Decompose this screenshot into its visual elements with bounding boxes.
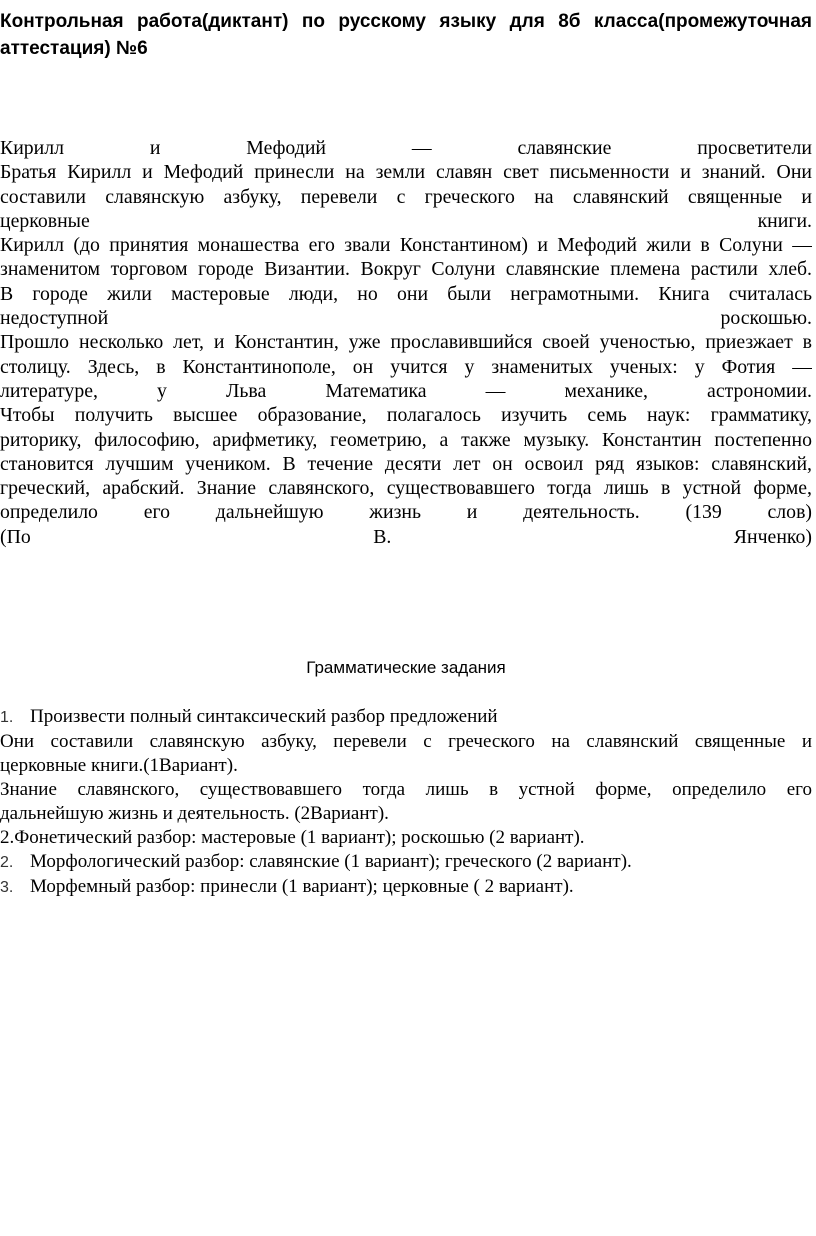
dictation-line: Чтобы получить высшее образование, полагалось изучить семь наук: грамматику, — [0, 404, 812, 427]
dictation-line: риторику, философию, арифметику, геометрию, а также музыку. Константин постепенно — [0, 428, 812, 451]
dictation-line: Кирилл и Мефодий — славянские просветители — [0, 137, 812, 159]
title-line: аттестация) №6 — [0, 38, 148, 59]
dictation-text — [0, 136, 812, 549]
task-sentence-line: Они составили славянскую азбуку, перевели с греческого на славянский священные и — [0, 731, 812, 753]
dictation-line: литературе, у Льва Математика — механике, астрономии. — [0, 379, 812, 402]
task-sentence-line: дальнейшую жизнь и деятельность. (2Вариант). — [0, 803, 389, 825]
title-line: Контрольная работа(диктант) по русскому языку для 8б класса(промежуточная — [0, 11, 812, 32]
dictation-line: Прошло несколько лет, и Константин, уже прославившийся своей ученостью, приезжает в — [0, 331, 812, 354]
dictation-line: Братья Кирилл и Мефодий принесли на земли славян свет письменности и знаний. Они — [0, 161, 812, 184]
author-attribution: (По В. Янченко) — [0, 525, 812, 548]
dictation-line: Кирилл (до принятия монашества его звали Константином) и Мефодий жили в Солуни — — [0, 234, 812, 257]
task-sentence-line: Знание славянского, существовавшего тогда лишь в устной форме, определило его — [0, 779, 812, 801]
task-text: Морфемный разбор: принесли (1 вариант); церковные ( 2 вариант). — [30, 876, 574, 898]
dictation-line: знаменитом торговом городе Византии. Вокруг Солуни славянские племена растили хлеб. — [0, 258, 812, 281]
task-item — [0, 850, 812, 875]
task-text: Морфологический разбор: славянские (1 вариант); греческого (2 вариант). — [30, 851, 632, 873]
task-item — [0, 705, 812, 730]
task-number: 1. — [0, 709, 14, 727]
dictation-line: столицу. Здесь, в Константинополе, он учится у знаменитых ученых: у Фотия — — [0, 355, 812, 378]
dictation-line: составили славянскую азбуку, перевели с греческого на славянский священные и — [0, 185, 812, 208]
task-sentence-line: церковные книги.(1Вариант). — [0, 755, 238, 777]
dictation-line: становится лучшим учеником. В течение десяти лет он освоил ряд языков: славянский, — [0, 452, 812, 475]
dictation-line: недоступной роскошью. — [0, 307, 812, 330]
dictation-line: В городе жили мастеровые люди, но они были неграмотными. Книга считалась — [0, 282, 812, 305]
grammar-tasks — [0, 705, 812, 900]
task-number: 3. — [0, 879, 14, 897]
task-text: Произвести полный синтаксический разбор предложений — [30, 706, 498, 728]
document-title — [0, 8, 812, 62]
task-item — [0, 875, 812, 900]
dictation-line: определило его дальнейшую жизнь и деятельность. (139 слов) — [0, 501, 812, 524]
task-item: 2.Фонетический разбор: мастеровые (1 вариант); роскошью (2 вариант). — [0, 827, 585, 849]
tasks-heading: Грамматические задания — [306, 658, 506, 678]
dictation-line: греческий, арабский. Знание славянского, существовавшего тогда лишь в устной форме, — [0, 477, 812, 500]
dictation-line: церковные книги. — [0, 209, 812, 232]
task-number: 2. — [0, 854, 14, 872]
